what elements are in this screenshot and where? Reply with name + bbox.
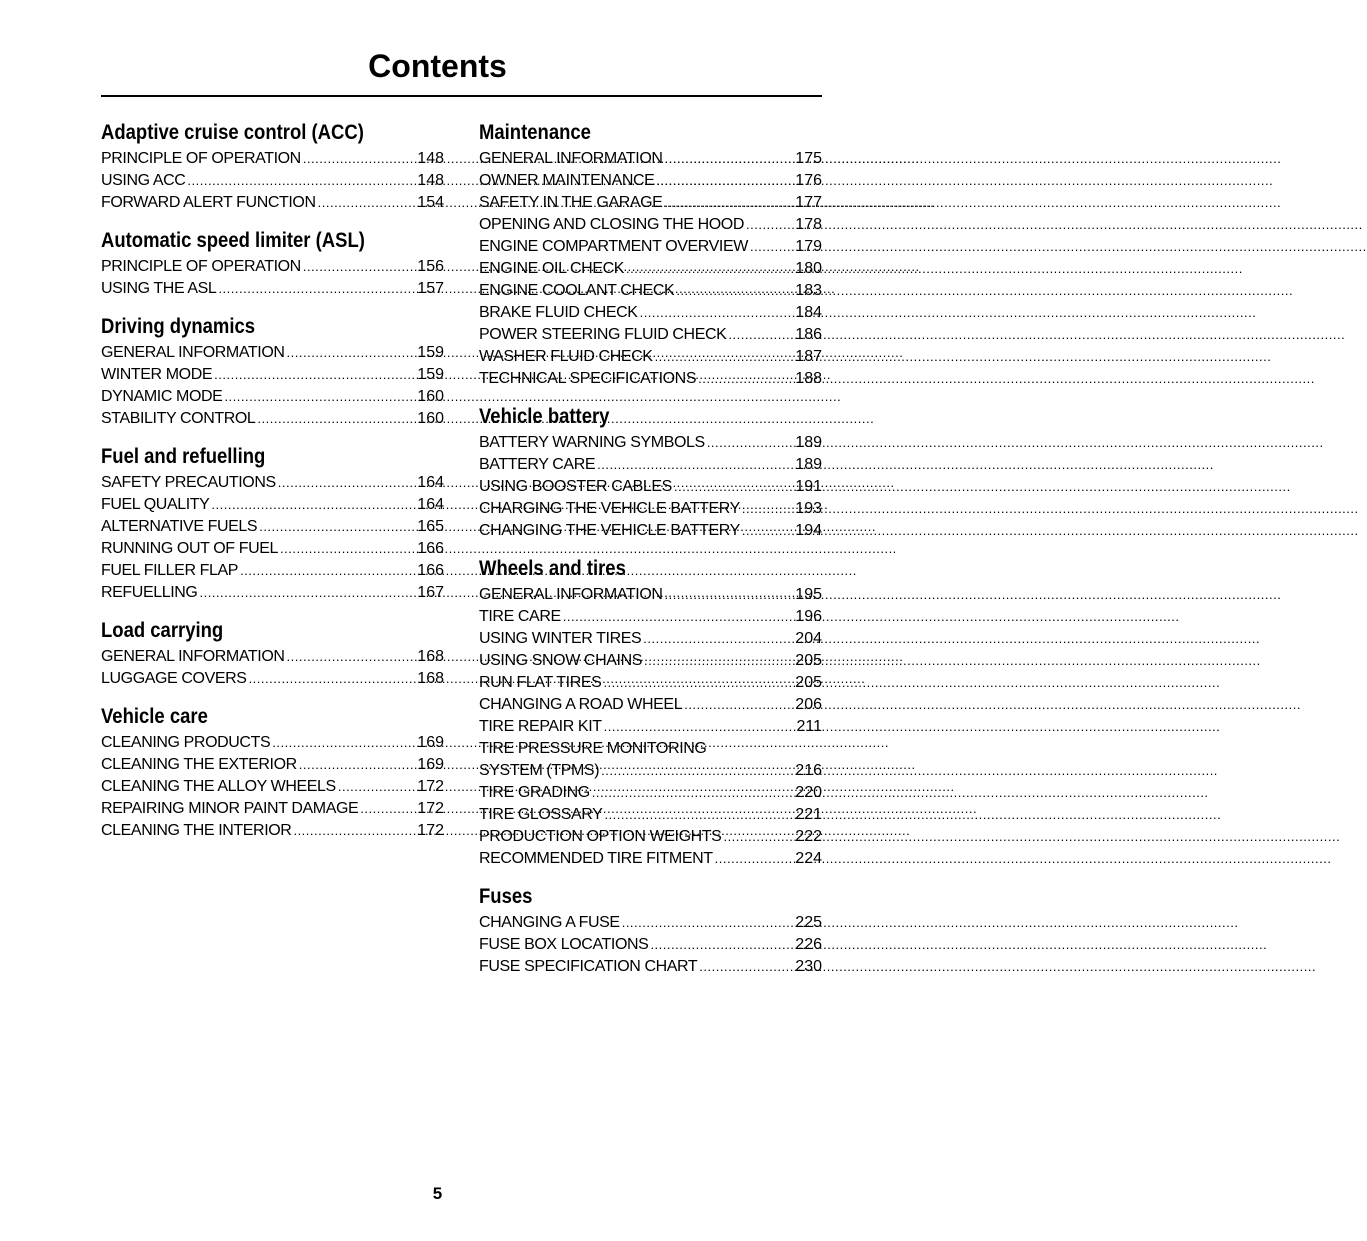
toc-entry[interactable] — [479, 912, 822, 934]
toc-entry[interactable] — [101, 386, 444, 408]
toc-entry-label: USING WINTER TIRES — [479, 630, 642, 647]
toc-entry-page: 168 — [417, 648, 444, 665]
toc-entry[interactable] — [101, 668, 444, 690]
toc-entry-label: GENERAL INFORMATION — [101, 344, 285, 361]
toc-entry-page: 216 — [795, 762, 822, 779]
toc-entry-label: CHANGING A ROAD WHEEL — [479, 696, 683, 713]
toc-entry-label: OPENING AND CLOSING THE HOOD — [479, 216, 744, 233]
dot-leader — [750, 236, 788, 258]
toc-entry-page: 188 — [795, 370, 822, 387]
toc-entry-label: FUEL FILLER FLAP — [101, 562, 239, 579]
toc-entry[interactable] — [479, 584, 822, 606]
dot-leader — [644, 650, 788, 672]
toc-entry[interactable] — [479, 520, 822, 542]
toc-entry-label: FUSE BOX LOCATIONS — [479, 936, 649, 953]
toc-entry-page: 169 — [417, 734, 444, 751]
dot-leader — [746, 214, 788, 236]
dot-leader — [674, 476, 788, 498]
toc-entry-page: 167 — [417, 584, 444, 601]
toc-entry[interactable] — [479, 192, 822, 214]
toc-entry[interactable] — [101, 582, 444, 604]
toc-column-right — [479, 118, 822, 990]
section-heading: Adaptive cruise control (ACC) — [101, 121, 364, 144]
dot-leader — [640, 302, 788, 324]
section-heading: Vehicle battery — [479, 405, 610, 428]
section-heading: Vehicle care — [101, 705, 208, 728]
toc-entry[interactable] — [479, 454, 822, 476]
toc-entry-label: LUGGAGE COVERS — [101, 670, 247, 687]
toc-entry-page: 172 — [417, 822, 444, 839]
dot-leader — [318, 192, 410, 214]
dot-leader — [664, 192, 788, 214]
toc-entry-label: REPAIRING MINOR PAINT DAMAGE — [101, 800, 359, 817]
toc-entry-page: 166 — [417, 540, 444, 557]
toc-entry-page: 226 — [795, 936, 822, 953]
toc-entry-page: 179 — [795, 238, 822, 255]
toc-entry-label: POWER STEERING FLUID CHECK — [479, 326, 727, 343]
toc-entry-page: 221 — [795, 806, 822, 823]
toc-entry-label: SYSTEM (TPMS) — [479, 762, 600, 779]
dot-leader — [604, 716, 788, 738]
toc-entry-page: 206 — [795, 696, 822, 713]
toc-entry-label: ENGINE COOLANT CHECK — [479, 282, 675, 299]
toc-entry-label: BRAKE FLUID CHECK — [479, 304, 638, 321]
toc-entry-page: 156 — [417, 258, 444, 275]
toc-entry[interactable] — [101, 472, 444, 494]
toc-entry-label: WINTER MODE — [101, 366, 213, 383]
section-heading: Driving dynamics — [101, 315, 256, 338]
dot-leader — [699, 956, 788, 978]
toc-entry[interactable] — [101, 170, 444, 192]
toc-entry-label: CLEANING THE EXTERIOR — [101, 756, 297, 773]
toc-entry-page: 225 — [795, 914, 822, 931]
toc-entry-label: TIRE CARE — [479, 608, 561, 625]
toc-section — [479, 554, 822, 870]
toc-entry[interactable] — [479, 782, 822, 804]
toc-entry-label: USING SNOW CHAINS — [479, 652, 642, 669]
section-heading: Fuel and refuelling — [101, 445, 266, 468]
toc-entry-page: 175 — [795, 150, 822, 167]
title-divider — [101, 95, 822, 97]
dot-leader — [622, 912, 788, 934]
dot-leader — [603, 672, 788, 694]
toc-entry-label: RUN FLAT TIRES — [479, 674, 602, 691]
toc-entry[interactable] — [101, 278, 444, 300]
toc-entry-page: 154 — [417, 194, 444, 211]
dot-leader — [698, 368, 788, 390]
dot-leader — [742, 498, 788, 520]
toc-entry-page: 230 — [795, 958, 822, 975]
toc-entry-label: CLEANING THE INTERIOR — [101, 822, 292, 839]
dot-leader — [684, 694, 788, 716]
dot-leader — [360, 798, 410, 820]
toc-entry-page: 160 — [417, 388, 444, 405]
toc-entry-page: 159 — [417, 366, 444, 383]
dot-leader — [218, 278, 410, 300]
toc-entry-page: 178 — [795, 216, 822, 233]
toc-column-left — [101, 118, 444, 854]
toc-entry[interactable] — [101, 148, 444, 170]
toc-entry-page: 204 — [795, 630, 822, 647]
toc-entry-page: 224 — [795, 850, 822, 867]
toc-entry[interactable] — [101, 342, 444, 364]
toc-section — [101, 616, 444, 690]
toc-entry-label: ENGINE COMPARTMENT OVERVIEW — [479, 238, 748, 255]
toc-entry-page: 211 — [796, 718, 822, 735]
toc-entry[interactable] — [479, 258, 822, 280]
toc-entry[interactable] — [479, 826, 822, 848]
toc-entry-label: USING BOOSTER CABLES — [479, 478, 672, 495]
toc-entry-label: FUSE SPECIFICATION CHART — [479, 958, 698, 975]
toc-entry[interactable] — [479, 956, 822, 978]
dot-leader — [240, 560, 410, 582]
toc-entry[interactable] — [479, 716, 822, 738]
dot-leader — [224, 386, 410, 408]
toc-entry-page: 189 — [795, 456, 822, 473]
section-heading: Automatic speed limiter (ASL) — [101, 229, 365, 252]
toc-entry[interactable] — [101, 798, 444, 820]
dot-leader — [199, 582, 410, 604]
dot-leader — [604, 804, 788, 826]
toc-entry-label: CLEANING PRODUCTS — [101, 734, 271, 751]
dot-leader — [728, 324, 788, 346]
toc-entry[interactable] — [479, 236, 822, 258]
toc-entry-label: SAFETY IN THE GARAGE — [479, 194, 663, 211]
dot-leader — [742, 520, 788, 542]
section-heading: Maintenance — [479, 121, 591, 144]
toc-entry[interactable] — [101, 560, 444, 582]
toc-entry-page: 166 — [417, 562, 444, 579]
dot-leader — [272, 732, 410, 754]
toc-section — [101, 312, 444, 430]
toc-entry-label: TIRE GRADING — [479, 784, 590, 801]
toc-entry-label: RUNNING OUT OF FUEL — [101, 540, 279, 557]
dot-leader — [338, 776, 410, 798]
toc-entry-page: 148 — [417, 172, 444, 189]
dot-leader — [214, 364, 410, 386]
dot-leader — [676, 280, 788, 302]
toc-section — [101, 118, 444, 214]
toc-entry-label: CLEANING THE ALLOY WHEELS — [101, 778, 336, 795]
toc-entry[interactable] — [479, 302, 822, 324]
toc-entry-page: 172 — [417, 778, 444, 795]
toc-entry-label: USING THE ASL — [101, 280, 217, 297]
toc-entry-page: 220 — [795, 784, 822, 801]
dot-leader — [656, 170, 788, 192]
toc-entry-page: 180 — [795, 260, 822, 277]
toc-entry-label: CHANGING A FUSE — [479, 914, 620, 931]
toc-section — [101, 702, 444, 842]
toc-section — [101, 442, 444, 604]
toc-entry-page: 164 — [417, 474, 444, 491]
toc-entry[interactable] — [479, 280, 822, 302]
toc-entry[interactable] — [479, 672, 822, 694]
toc-entry-label: PRODUCTION OPTION WEIGHTS — [479, 828, 722, 845]
toc-entry[interactable] — [479, 324, 822, 346]
section-heading: Wheels and tires — [479, 557, 626, 580]
toc-entry-label: BATTERY WARNING SYMBOLS — [479, 434, 705, 451]
toc-entry[interactable] — [101, 408, 444, 430]
toc-entry-label: FUEL QUALITY — [101, 496, 210, 513]
dot-leader — [592, 782, 788, 804]
toc-entry[interactable] — [479, 346, 822, 368]
toc-entry-label: FORWARD ALERT FUNCTION — [101, 194, 316, 211]
toc-section — [479, 882, 822, 978]
toc-entry[interactable] — [479, 760, 822, 782]
toc-entry-label: GENERAL INFORMATION — [101, 648, 285, 665]
toc-entry[interactable] — [101, 754, 444, 776]
toc-entry[interactable] — [479, 804, 822, 826]
dot-leader — [303, 148, 410, 170]
toc-entry-page: 194 — [795, 522, 822, 539]
toc-entry-page: 187 — [795, 348, 822, 365]
dot-leader — [187, 170, 410, 192]
toc-entry[interactable] — [101, 516, 444, 538]
toc-entry-page: 157 — [417, 280, 444, 297]
toc-entry[interactable] — [479, 148, 822, 170]
toc-entry-label: REFUELLING — [101, 584, 198, 601]
toc-entry-label: ALTERNATIVE FUELS — [101, 518, 258, 535]
toc-entry[interactable] — [479, 432, 822, 454]
toc-entry[interactable] — [101, 538, 444, 560]
toc-entry[interactable] — [101, 364, 444, 386]
dot-leader — [665, 584, 788, 606]
toc-entry-label: DYNAMIC MODE — [101, 388, 223, 405]
toc-entry[interactable] — [479, 738, 822, 760]
dot-leader — [287, 342, 410, 364]
toc-entry-page: 168 — [417, 670, 444, 687]
toc-section — [101, 226, 444, 300]
toc-entry-page: 193 — [795, 500, 822, 517]
toc-entry-page: 205 — [795, 674, 822, 691]
toc-entry[interactable] — [479, 498, 822, 520]
toc-entry-page: 183 — [795, 282, 822, 299]
toc-entry[interactable] — [479, 848, 822, 870]
toc-entry-label: RECOMMENDED TIRE FITMENT — [479, 850, 713, 867]
dot-leader — [707, 432, 788, 454]
toc-entry-label: TECHNICAL SPECIFICATIONS — [479, 370, 697, 387]
toc-entry[interactable] — [101, 494, 444, 516]
toc-entry-label: PRINCIPLE OF OPERATION — [101, 150, 301, 167]
toc-entry[interactable] — [479, 170, 822, 192]
toc-entry[interactable] — [479, 650, 822, 672]
toc-entry[interactable] — [101, 646, 444, 668]
toc-entry[interactable] — [101, 192, 444, 214]
toc-entry-label: PRINCIPLE OF OPERATION — [101, 258, 301, 275]
dot-leader — [280, 538, 410, 560]
toc-entry[interactable] — [479, 694, 822, 716]
toc-entry-page: 196 — [795, 608, 822, 625]
toc-entry-label: TIRE GLOSSARY — [479, 806, 603, 823]
dot-leader — [626, 258, 788, 280]
toc-entry-page: 165 — [417, 518, 444, 535]
toc-entry-label: GENERAL INFORMATION — [479, 586, 663, 603]
dot-leader — [723, 826, 788, 848]
toc-entry-page: 177 — [795, 194, 822, 211]
dot-leader — [665, 148, 788, 170]
toc-entry-page: 222 — [795, 828, 822, 845]
dot-leader — [303, 256, 410, 278]
toc-entry-page: 189 — [795, 434, 822, 451]
toc-entry-label: SAFETY PRECAUTIONS — [101, 474, 276, 491]
toc-entry[interactable] — [479, 934, 822, 956]
dot-leader — [249, 668, 410, 690]
toc-entry-label: OWNER MAINTENANCE — [479, 172, 655, 189]
toc-entry[interactable] — [101, 732, 444, 754]
toc-entry-label: BATTERY CARE — [479, 456, 596, 473]
toc-entry[interactable] — [479, 606, 822, 628]
toc-section — [479, 402, 822, 542]
toc-entry-page: 148 — [417, 150, 444, 167]
toc-entry-page: 176 — [795, 172, 822, 189]
toc-entry-page: 159 — [417, 344, 444, 361]
toc-entry-label: STABILITY CONTROL — [101, 410, 256, 427]
toc-entry-page: 169 — [417, 756, 444, 773]
section-heading: Fuses — [479, 885, 533, 908]
toc-entry-label: CHARGING THE VEHICLE BATTERY — [479, 500, 740, 517]
page-title: Contents — [368, 48, 507, 84]
toc-entry-label: WASHER FLUID CHECK — [479, 348, 653, 365]
dot-leader — [601, 760, 788, 782]
toc-entry[interactable] — [479, 214, 822, 236]
toc-entry[interactable] — [479, 476, 822, 498]
toc-entry-page: 186 — [795, 326, 822, 343]
toc-entry-page: 195 — [795, 586, 822, 603]
dot-leader — [563, 606, 788, 628]
dot-leader — [643, 628, 788, 650]
toc-entry-page: 164 — [417, 496, 444, 513]
dot-leader — [293, 820, 410, 842]
toc-entry-label: ENGINE OIL CHECK — [479, 260, 625, 277]
dot-leader — [257, 408, 410, 430]
dot-leader — [211, 494, 410, 516]
dot-leader — [278, 472, 410, 494]
dot-leader — [650, 934, 788, 956]
toc-entry-label: CHANGING THE VEHICLE BATTERY — [479, 522, 740, 539]
toc-entry[interactable] — [479, 368, 822, 390]
toc-entry-page: 184 — [795, 304, 822, 321]
toc-entry-label: TIRE PRESSURE MONITORING — [479, 740, 707, 757]
section-heading: Load carrying — [101, 619, 224, 642]
dot-leader — [259, 516, 410, 538]
toc-entry-page: 172 — [417, 800, 444, 817]
dot-leader — [715, 848, 788, 870]
toc-entry[interactable] — [101, 776, 444, 798]
page-number: 5 — [432, 1184, 443, 1203]
toc-section — [479, 118, 822, 390]
toc-entry-label: GENERAL INFORMATION — [479, 150, 663, 167]
toc-entry-label: USING ACC — [101, 172, 186, 189]
toc-entry[interactable] — [101, 820, 444, 842]
toc-entry[interactable] — [479, 628, 822, 650]
dot-leader — [299, 754, 410, 776]
toc-entry[interactable] — [101, 256, 444, 278]
toc-entry-page: 160 — [417, 410, 444, 427]
dot-leader — [597, 454, 788, 476]
toc-entry-page: 191 — [795, 478, 822, 495]
toc-entry-page: 205 — [795, 652, 822, 669]
dot-leader — [287, 646, 410, 668]
toc-entry-label: TIRE REPAIR KIT — [479, 718, 602, 735]
dot-leader — [655, 346, 788, 368]
